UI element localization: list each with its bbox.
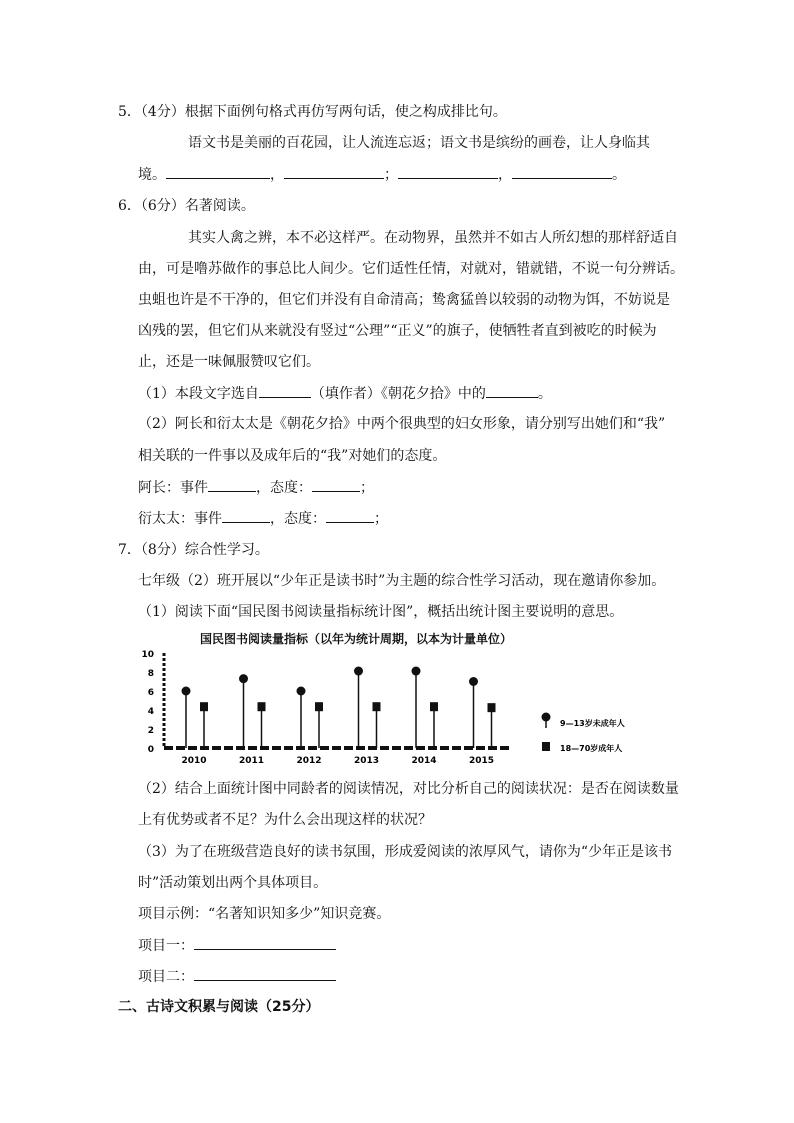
legend-lollipop-head [542,713,551,722]
x-tick-label: 2014 [411,756,437,766]
q6-along-row [138,477,374,498]
q6-passage-line: 其实人禽之辨，本不必这样严。在动物界，虽然并不如古人所幻想的那样舒适自 [188,230,678,246]
q6-passage-line: 止，还是一味佩服赞叹它们。 [138,354,320,370]
x-tick-label: 2010 [181,756,207,766]
q7-item2-row [138,966,336,987]
q6-heading: 6．（6分）名著阅读。 [118,198,255,214]
adult-marker [200,702,208,711]
q6-passage-line: 凶残的罢，但它们从来就没有竖过“公理”“正义”的旗子，使牺牲者直到被吃的时候为 [138,323,657,339]
punct: ； [360,480,374,496]
punct: ， [270,167,284,183]
yan-label: 衍太太：事件 [138,511,222,527]
q5-heading: 5．（4分）根据下面例句格式再仿写两句话，使之构成排比句。 [118,104,507,120]
item2-label: 项目二： [138,969,194,985]
q6-sub1 [138,383,552,404]
q6-passage-line: 由，可是噜苏做作的事总比人间少。它们适性任情，对就对，错就错，不说一句分辨话。 [138,261,684,277]
x-tick-label: 2011 [238,756,265,766]
lollipop-head [297,687,306,696]
punct: ， [498,167,512,183]
y-tick-label: 8 [147,669,154,679]
y-tick-label: 6 [147,688,154,698]
attitude-blank[interactable] [326,508,374,523]
punct: 。 [537,386,552,402]
q6-passage-line: 虫蛆也许是不干净的，但它们并没有自命清高；鸷禽猛兽以较弱的动物为饵，不妨说是 [138,292,670,308]
q7-heading: 7．（8分）综合性学习。 [118,542,269,558]
adult-marker [488,703,496,712]
q5-answer-line [138,164,626,185]
q7-item1-row [138,935,336,956]
q7-sub3-line2: 时”活动策划出两个具体项目。 [138,875,328,891]
y-tick-label: 10 [141,650,154,660]
along-label: 阿长：事件 [138,480,208,496]
lollipop-head [412,667,421,676]
answer-blank[interactable] [398,164,498,179]
lollipop-head [354,667,363,676]
q5-example-line1: 语文书是美丽的百花园，让人流连忘返；语文书是缤纷的画卷，让人身临其 [188,135,650,151]
attitude-label: ，态度： [256,480,312,496]
event-blank[interactable] [222,508,270,523]
q7-sub2-line2: 上有优势或者不足？为什么会出现这样的状况？ [138,812,432,828]
item2-blank[interactable] [194,966,336,981]
q6-sub1-text: （1）本段文字选自 [138,386,259,402]
q7-example: 项目示例：“名著知识知多少”知识竞赛。 [138,906,391,922]
y-tick-label: 4 [147,707,154,717]
q6-sub2-line2: 相关联的一件事以及成年后的“我”对她们的态度。 [138,448,447,464]
item1-label: 项目一： [138,938,194,954]
attitude-label: ，态度： [270,511,326,527]
x-tick-label: 2015 [468,756,495,766]
legend-adult-marker [542,742,550,751]
x-tick-label: 2012 [296,756,322,766]
answer-blank[interactable] [284,164,384,179]
chart-title: 国民图书阅读量指标（以年为统计周期，以本为计量单位） [200,632,513,646]
item1-blank[interactable] [194,935,336,950]
adult-marker [258,702,266,711]
punct: ； [384,167,398,183]
q7-intro: 七年级（2）班开展以“少年正是读书时”为主题的综合性学习活动，现在邀请你参加。 [138,573,666,589]
y-tick-label: 2 [147,726,154,736]
q5-example-line2: 境。 [138,167,166,183]
chart-svg [141,628,684,770]
section2-heading: 二、古诗文积累与阅读（25分） [118,999,320,1015]
x-tick-label: 2013 [353,756,380,766]
punct: 。 [612,167,626,183]
lollipop-head [239,674,248,683]
q7-sub3-line1: （3）为了在班级营造良好的读书氛围，形成爱阅读的浓厚风气，请你为“少年正是该书 [138,844,673,860]
lollipop-head [182,687,191,696]
author-blank[interactable] [259,383,311,398]
q6-sub1-text: （填作者）《朝花夕拾》中的 [310,386,486,402]
answer-blank[interactable] [166,164,270,179]
adult-marker [315,702,323,711]
q7-sub2-line1: （2）结合上面统计图中同龄者的阅读情况，对比分析自己的阅读状况：是否在阅读数量 [138,781,679,797]
reading-chart [141,628,684,770]
attitude-blank[interactable] [312,477,360,492]
q6-sub2-line1: （2）阿长和衍太太是《朝花夕拾》中两个很典型的妇女形象，请分别写出她们和“我” [138,416,666,432]
chapter-blank[interactable] [486,383,538,398]
adult-marker [430,702,438,711]
answer-blank[interactable] [512,164,612,179]
q7-sub1: （1）阅读下面“国民图书阅读量指标统计图”，概括出统计图主要说明的意思。 [138,604,624,620]
y-tick-label: 0 [147,745,154,755]
event-blank[interactable] [208,477,256,492]
q6-yan-row [138,508,388,529]
adult-marker [373,702,381,711]
lollipop-head [469,677,478,686]
punct: ； [374,511,388,527]
legend-label: 18—70岁成年人 [560,744,623,753]
legend-label: 9—13岁未成年人 [560,719,625,728]
